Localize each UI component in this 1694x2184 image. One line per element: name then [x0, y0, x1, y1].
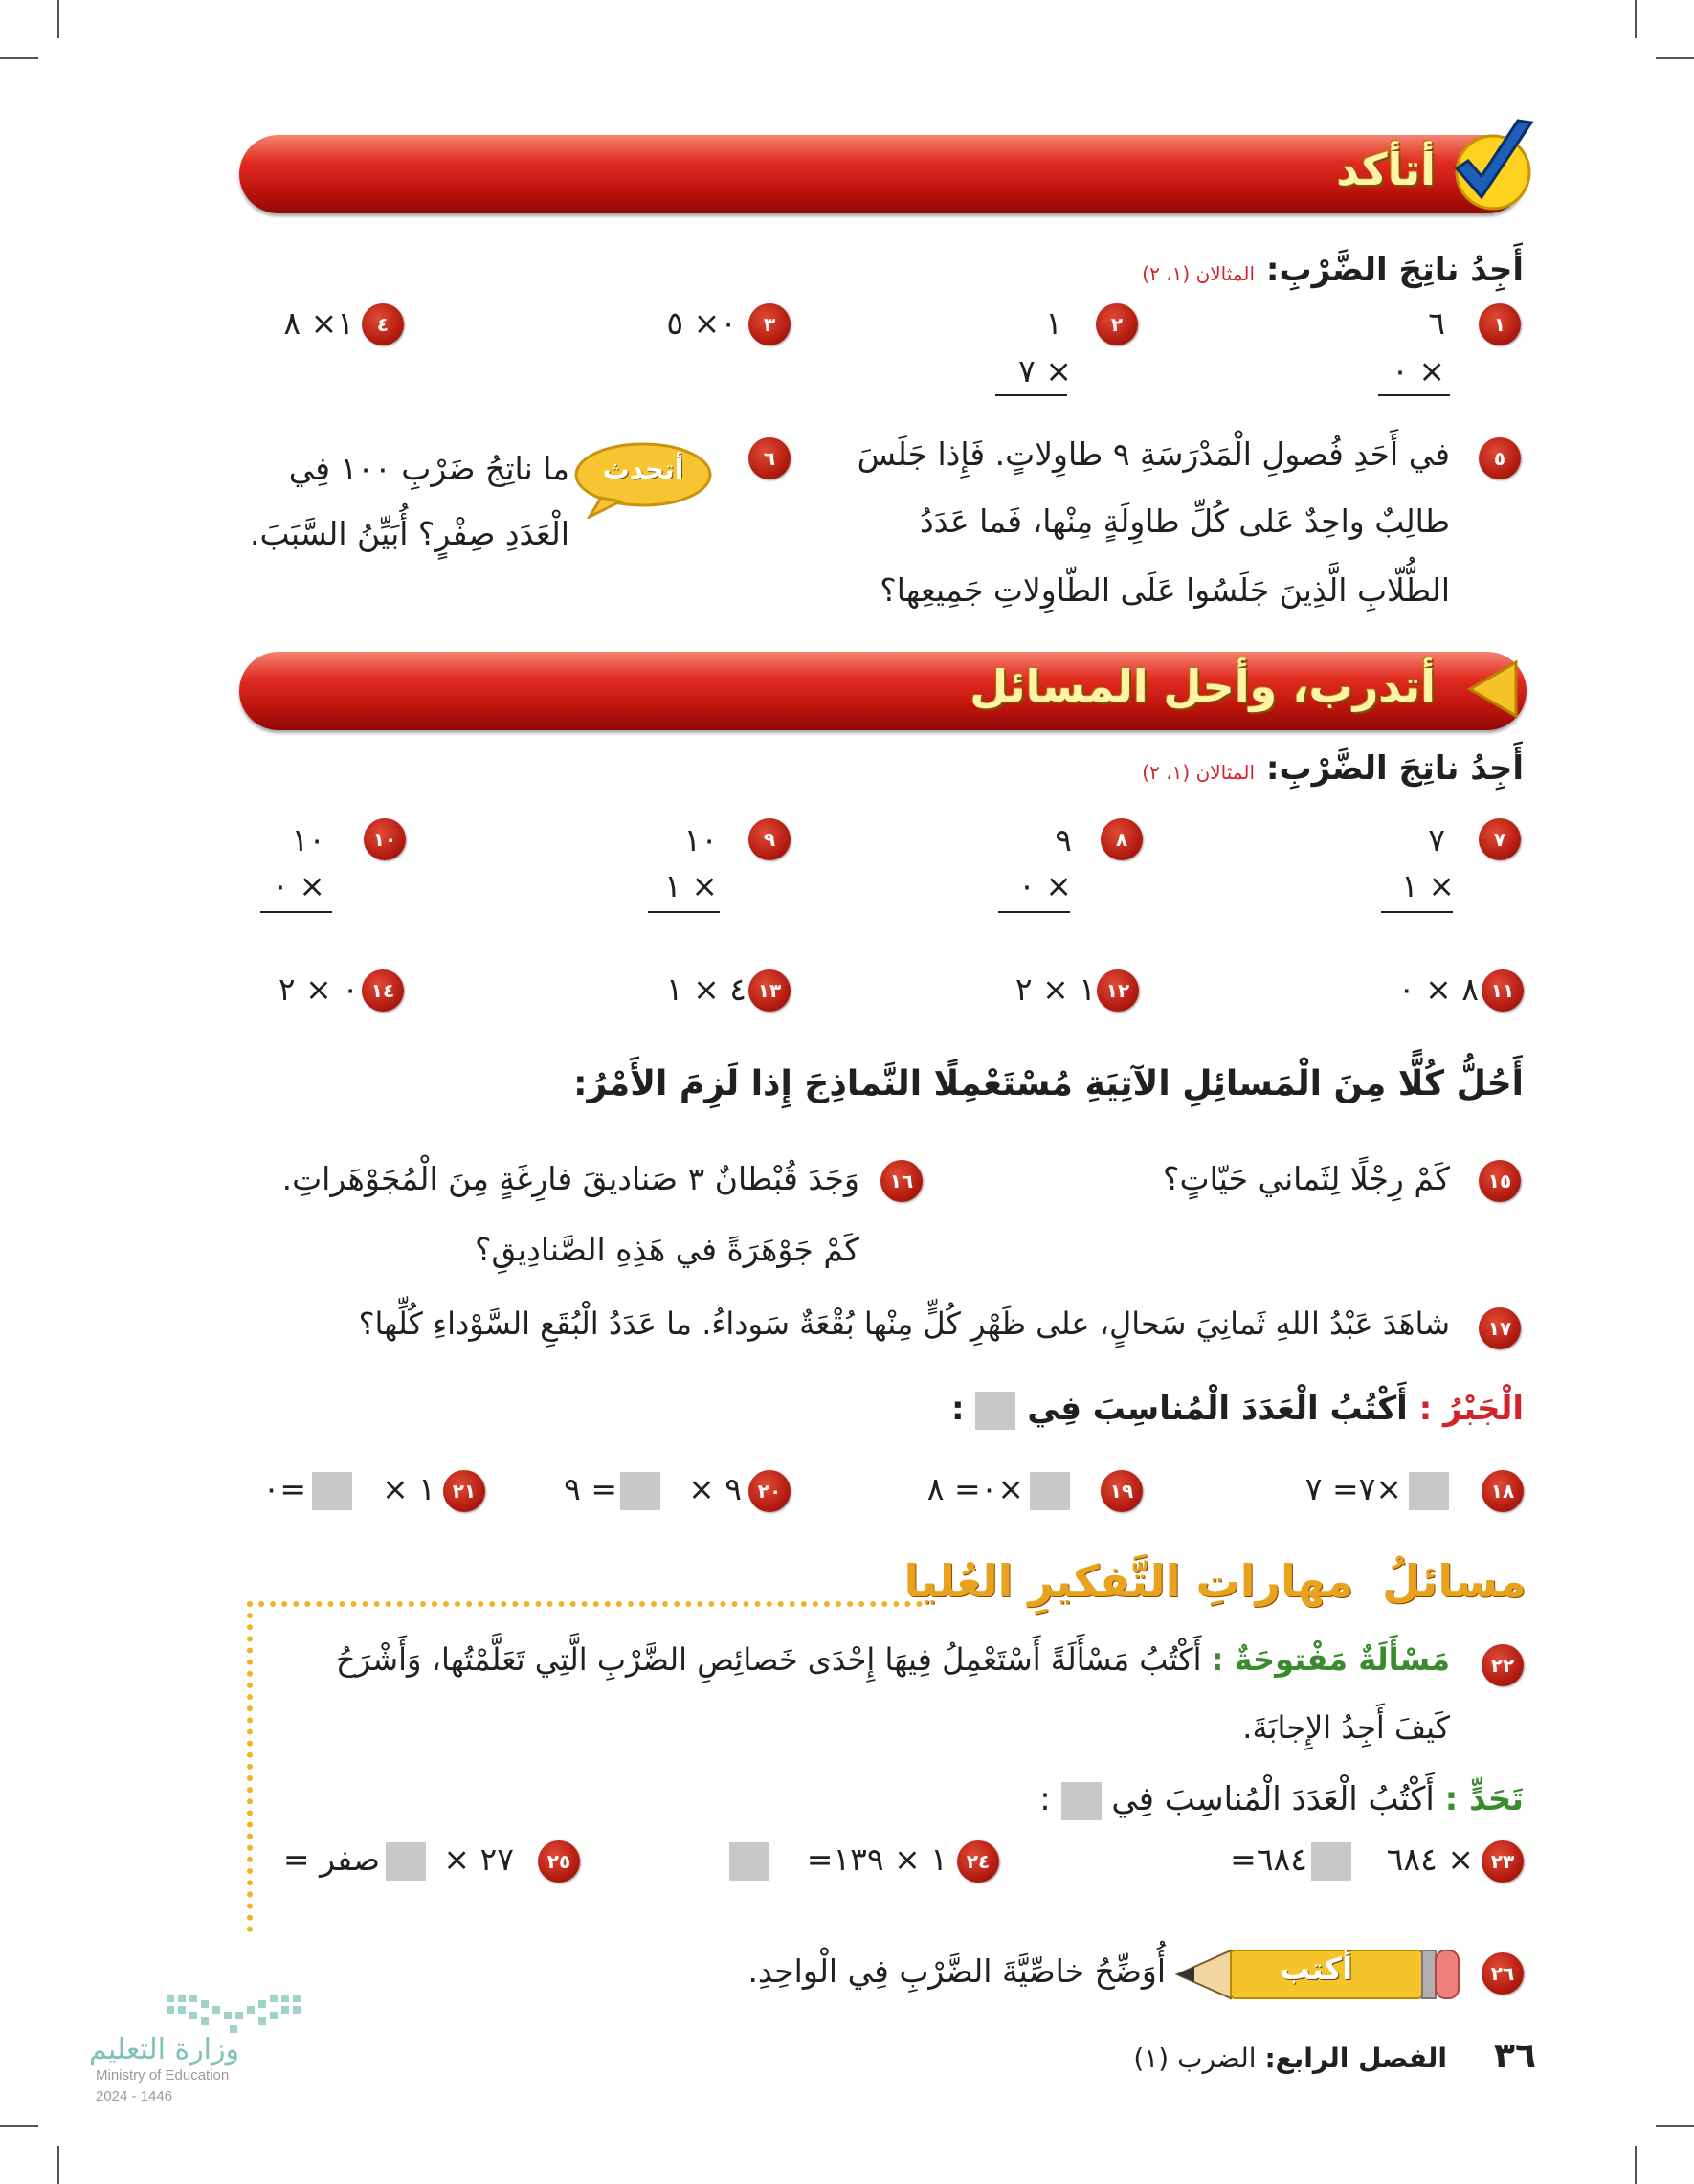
exercise-bottom: ٧ × [1018, 352, 1072, 390]
exercise-number: ٢٢ [1482, 1644, 1524, 1686]
page-number: ٣٦ [1494, 2037, 1536, 2076]
exercise-expression: ٤ × ١ [665, 970, 747, 1008]
exercise-number: ٥ [1479, 437, 1521, 479]
question-text: الْعَدَدِ صِفْرٍ؟ أُبَيِّنُ السَّبَبَ. [249, 515, 569, 552]
ministry-logo-icon [163, 1991, 316, 2039]
question-text: كَمْ جَوْهَرَةً في هَذِهِ الصَّنادِيقِ؟ [474, 1231, 859, 1268]
exercise-bottom: ٠ × [272, 867, 325, 904]
exercise-top: ٦ [1428, 304, 1445, 342]
ministry-name-en: Ministry of Education [96, 2067, 230, 2084]
challenge-instruction: تَحَدٍّ : أَكْتُبُ الْعَدَدَ الْمُناسِبَ فِي : [1039, 1780, 1524, 1818]
exercise-number: ٢٤ [957, 1840, 999, 1883]
exercise-number: ٢٥ [538, 1840, 580, 1883]
answer-box[interactable] [620, 1472, 660, 1510]
exercise-number: ١٠ [364, 818, 406, 860]
crop-mark [0, 57, 38, 59]
exercise-number: ١٨ [1482, 1470, 1524, 1512]
crop-mark [1656, 2125, 1694, 2127]
question-text: طالِبٌ واحِدٌ عَلى كُلِّ طاوِلَةٍ مِنْها، فَما عَدَدُ [919, 502, 1450, 540]
exercise-rule [260, 911, 332, 913]
exercise-number: ١٤ [362, 969, 404, 1012]
question-text: مَسْأَلَةٌ مَفْتوحَةٌ : أَكْتُبُ مَسْأَلَةً أَسْتَعْمِلُ فِيهَا إِحْدَى خَصائِصِ الضَّرْبِ الَّتِي تَعَلَّمْتُها، وَأَشْرَحُ [335, 1641, 1450, 1678]
exercise-number: ٨ [1101, 818, 1143, 860]
exercise-bottom: ١ × [664, 867, 718, 904]
question-text: كَيفَ أَجِدُ الإِجابَةَ. [1242, 1709, 1450, 1746]
exercise-number: ٩ [748, 818, 791, 860]
exercise-expression: = صفر [282, 1840, 380, 1878]
exercise-rule [998, 911, 1070, 913]
exercise-number: ١٣ [748, 969, 791, 1012]
hots-title-b: مهاراتِ التَّفكيرِ العُليا [903, 1555, 1354, 1607]
question-text: في أَحَدِ فُصولِ الْمَدْرَسَةِ ٩ طاوِلاتٍ. فَإِذا جَلَسَ [857, 435, 1450, 473]
exercise-number: ٤ [362, 303, 404, 345]
answer-box-sample [1061, 1782, 1102, 1820]
instruction-find-product: أَجِدُ ناتِجَ الضَّرْبِ: المثالان (١، ٢) [1142, 749, 1524, 788]
answer-box[interactable] [386, 1842, 426, 1881]
answer-box[interactable] [312, 1472, 352, 1510]
exercise-expression: ٠= ٨× [926, 1470, 1024, 1507]
answer-box[interactable] [1409, 1472, 1449, 1510]
exercise-rule [648, 911, 720, 913]
exercise-top: ١٠ [683, 821, 718, 858]
exercise-expression: ٨ × ٠ [1397, 970, 1479, 1008]
exercise-expression: ٧= ٧× [1304, 1470, 1402, 1507]
lesson-label: الضرب (١) [1133, 2042, 1257, 2074]
exercise-number: ٧ [1479, 818, 1521, 860]
exercise-expression: × ٩ [688, 1470, 742, 1507]
exercise-expression: ١× ٨ [283, 304, 354, 342]
exercise-expression: × ٢٧ [443, 1840, 514, 1878]
exercise-number: ٢٣ [1482, 1840, 1524, 1883]
exercise-number: ٢١ [443, 1470, 485, 1512]
exercise-number: ١٥ [1479, 1160, 1521, 1202]
crop-mark [1635, 0, 1637, 38]
exercise-rule [1378, 394, 1450, 396]
exercise-expression: =٦٨٤ [1230, 1840, 1307, 1878]
instruction-solve: أَحُلُّ كُلًّا مِنَ الْمَسائِلِ الآتِيَةِ مُسْتَعْمِلًا النَّماذِجَ إِذا لَزِمَ الأَمْرُ: [573, 1064, 1524, 1103]
exercise-number: ٢ [1096, 303, 1138, 345]
exercise-number: ٦ [748, 437, 791, 479]
section-title-practice: أتدرب، وأحل المسائل [970, 660, 1436, 712]
question-text: وَجَدَ قُبْطانٌ ٣ صَناديقَ فارِغَةٍ مِنَ الْمُجَوْهَراتِ. [281, 1160, 859, 1197]
instruction-find-product: أَجِدُ ناتِجَ الضَّرْبِ: المثالان (١، ٢) [1142, 251, 1524, 289]
question-text: ما ناتِجُ ضَرْبِ ١٠٠ فِي [288, 450, 569, 487]
section-title-confirm: أتأكد [1336, 144, 1436, 195]
crop-mark [57, 0, 59, 38]
answer-box[interactable] [729, 1842, 769, 1881]
exercise-rule [1381, 911, 1453, 913]
exercise-number: ١٩ [1101, 1470, 1143, 1512]
exercise-number: ١٢ [1097, 969, 1139, 1012]
question-text: شاهَدَ عَبْدُ اللهِ ثَمانِيَ سَحالٍ، على ظَهْرِ كُلٍّ مِنْها بُقْعَةٌ سَوداءُ. ما عَدَدُ الْبُقَعِ السَّوْداءِ كُلِّها؟ [358, 1305, 1450, 1342]
section-banner-confirm [239, 135, 1527, 213]
question-text: أُوَضِّحُ خاصِّيَّةَ الضَّرْبِ فِي الْواحِدِ. [747, 1952, 1166, 1990]
exercise-number: ٢٦ [1482, 1952, 1524, 1995]
hots-title-a: مسائلُ [1382, 1555, 1527, 1607]
exercise-number: ١١ [1482, 969, 1524, 1012]
chapter-label: الفصل الرابع: [1264, 2042, 1447, 2074]
talk-badge-label: أتحدث [602, 454, 684, 485]
challenge-label: تَحَدٍّ : [1444, 1780, 1524, 1818]
hots-title [904, 1555, 1527, 1607]
write-badge-label: أكتب [1279, 1950, 1353, 1987]
exercise-expression: ٠× ٥ [666, 304, 737, 342]
exercise-bottom: ١ × [1401, 867, 1455, 904]
exercise-bottom: ٠ × [1392, 352, 1445, 390]
exercise-top: ٩ [1055, 821, 1072, 858]
exercise-expression: ٠ × ٢ [278, 970, 359, 1008]
crop-mark [57, 2146, 59, 2184]
exercise-expression: ١ × ٢ [1014, 970, 1096, 1008]
exercise-number: ٣ [748, 303, 791, 345]
exercise-expression: ٦٨٤ × [1386, 1840, 1474, 1878]
examples-ref: المثالان (١، ٢) [1142, 262, 1256, 285]
arrow-triangle-icon [1464, 658, 1520, 720]
exercise-expression: × ١ [382, 1470, 435, 1507]
question-text: الطُّلّابِ الَّذِينَ جَلَسُوا عَلَى الطّاوِلاتِ جَمِيعِها؟ [880, 571, 1450, 609]
exercise-top: ١٠ [291, 821, 325, 858]
exercise-number: ١٦ [880, 1160, 923, 1202]
exercise-expression: ٩ = [564, 1470, 617, 1507]
footer-chapter [1133, 2042, 1447, 2074]
answer-box[interactable] [1311, 1842, 1351, 1881]
exercise-number: ١٧ [1479, 1307, 1521, 1349]
exercise-number: ٢٠ [748, 1470, 791, 1512]
answer-box[interactable] [1030, 1472, 1070, 1510]
checkmark-icon [1443, 113, 1539, 218]
exercise-top: ٧ [1428, 821, 1445, 858]
exercise-expression: =١ × ١٣٩ [806, 1840, 947, 1878]
question-text: كَمْ رِجْلًا لِثَماني حَيّاتٍ؟ [1163, 1160, 1450, 1197]
crop-mark [0, 2125, 38, 2127]
exercise-top: ١ [1045, 304, 1062, 342]
crop-mark [1635, 2146, 1637, 2184]
exercise-number: ١ [1479, 303, 1521, 345]
exercise-expression: ٠= [262, 1470, 306, 1507]
crop-mark [1656, 57, 1694, 59]
algebra-label: الْجَبْرُ : [1418, 1390, 1524, 1428]
ministry-name-ar: وزارة التعليم [88, 2033, 239, 2066]
examples-ref: المثالان (١، ٢) [1142, 761, 1256, 784]
ministry-year: 2024 - 1446 [96, 2088, 173, 2105]
exercise-rule [995, 394, 1067, 396]
algebra-instruction: الْجَبْرُ : أَكْتُبُ الْعَدَدَ الْمُناسِبَ فِي : [951, 1390, 1524, 1428]
exercise-bottom: ٠ × [1018, 867, 1072, 904]
open-problem-label: مَسْأَلَةٌ مَفْتوحَةٌ : [1211, 1641, 1450, 1678]
answer-box-sample [975, 1392, 1015, 1430]
